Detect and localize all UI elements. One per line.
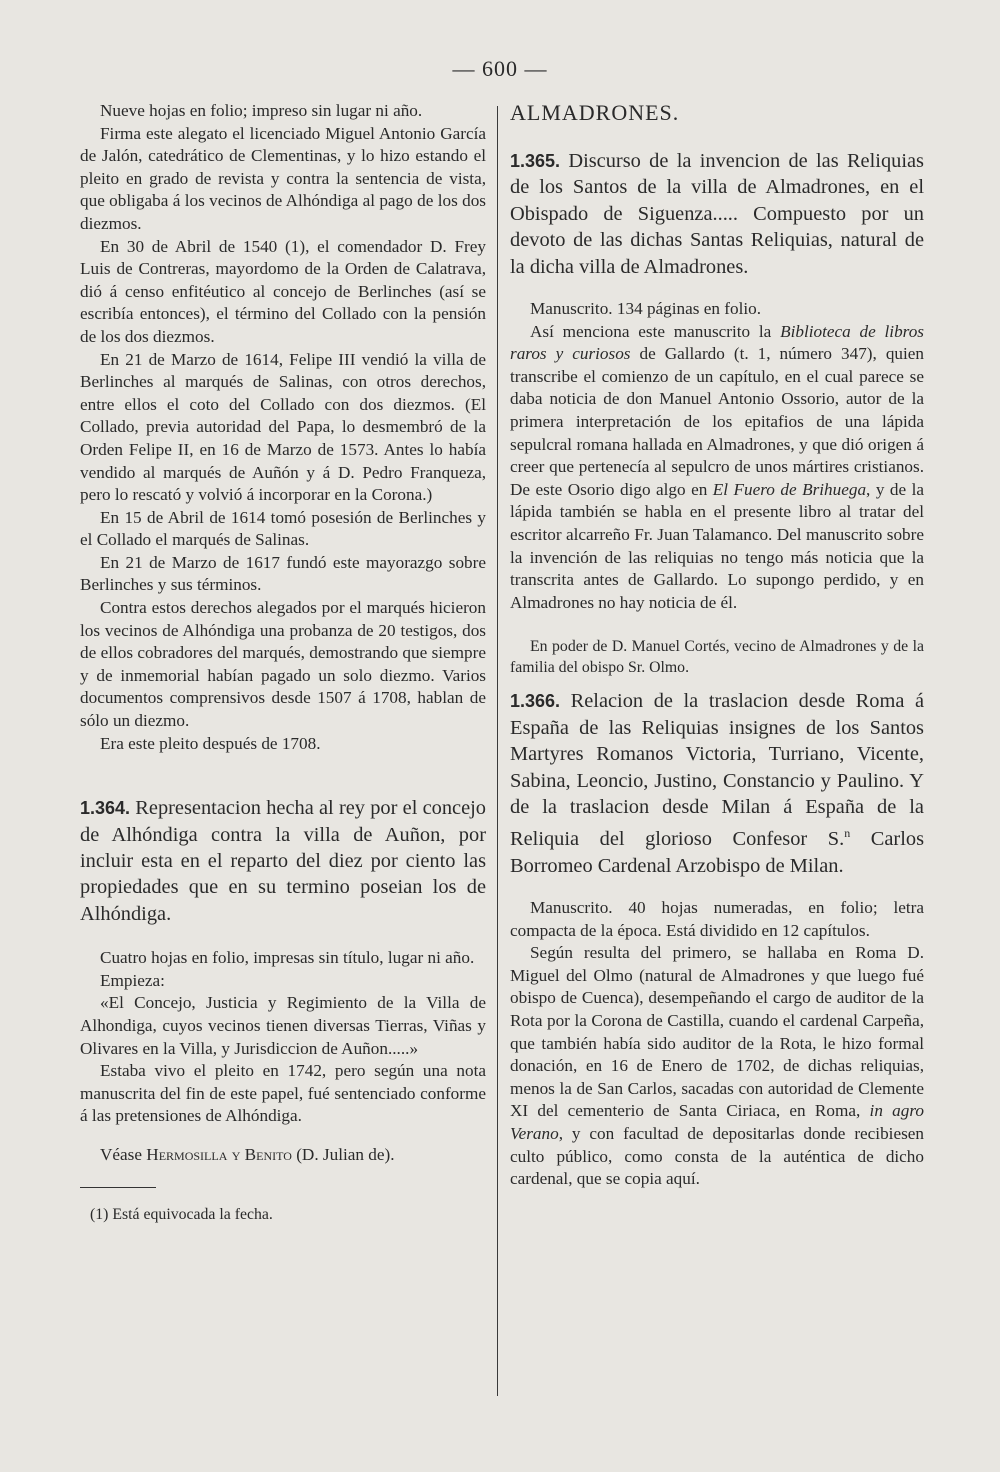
latin-phrase: in agro Verano bbox=[510, 1101, 925, 1143]
paragraph: Contra estos derechos alegados por el marqués hicieron los vecinos de Alhóndiga una probanza de 20 testigos, dos de ellos cobradores del marqués, demostrando que siempre y de inmemorial habían pagado un solo diezmo. Varios documentos comprensivos desde 1507 á 1708, hablan de sólo un diezmo. bbox=[80, 598, 486, 731]
right-column bbox=[510, 100, 924, 1191]
footnote-rule bbox=[80, 1187, 156, 1188]
quotation: «El Concejo, Justicia y Regimiento de la Villa de Alhondiga, cuyos vecinos tienen diversas Tierras, Viñas y Olivares en la Villa, y Jurisdiccion de Auñon.....» bbox=[80, 993, 486, 1058]
paragraph bbox=[510, 321, 924, 615]
entry-title: Discurso de la invencion de las Reliquias de los Santos de la villa de Almadrones, en el Obispado de Siguenza..... Compuesto por un devoto de las dichas Santas Reliquias, natural de la dicha villa de Almadrones. bbox=[510, 150, 924, 278]
superscript: n bbox=[844, 826, 851, 841]
paragraph: Cuatro hojas en folio, impresas sin título, lugar ni año. bbox=[100, 948, 475, 968]
see-label: Véase bbox=[100, 1145, 142, 1164]
entry-1364-description bbox=[80, 947, 486, 1166]
entry-1364 bbox=[80, 795, 486, 927]
footnote: (1) Está equivocada la fecha. bbox=[90, 1205, 273, 1223]
book-title: El Fuero de Brihuega bbox=[712, 479, 867, 499]
entry-1365-description bbox=[510, 298, 924, 678]
section-heading: ALMADRONES. bbox=[510, 100, 680, 125]
entry-title-end: Carlos Borromeo Cardenal Arzobispo de Milan. bbox=[510, 828, 924, 877]
conjunction: y bbox=[231, 1145, 241, 1164]
location-note: En poder de D. Manuel Cortés, vecino de Almadrones y de la familia del obispo Sr. Olmo. bbox=[510, 638, 924, 677]
author-given-name: (D. Julian de). bbox=[296, 1145, 395, 1164]
paragraph: En 15 de Abril de 1614 tomó posesión de Berlinches y el Collado el marqués de Salinas. bbox=[80, 507, 486, 550]
paragraph: Era este pleito después de 1708. bbox=[100, 733, 321, 753]
see-also bbox=[80, 1144, 486, 1167]
paragraph: Firma este alegato el licenciado Miguel Antonio García de Jalón, catedrático de Clementinas, y lo hizo estando el pleito en grado de revista y contra la sentencia de vista, que obligaba á los vecinos de Alhóndiga al pago de los dos diezmos. bbox=[80, 123, 486, 233]
text-run: de Gallardo (t. 1, número 347), quien transcribe el comienzo de un capítulo, en el cual parece se daba noticia de don Manuel Antonio Ossorio, autor de la primera interpretación de los epitafios de una lápida sepulcral romana hallada en Almadrones, y que dió origen á creer que pertenecía al sepulcro de unos mártires cristianos. De este Osorio digo algo en bbox=[510, 344, 925, 499]
entry-title: Relacion de la traslacion desde Roma á España de las Reliquias insignes de los Santos Martyres Romanos Victoria, Turriano, Vicente, Sabina, Leoncio, Justino, Constancio y Paulino. Y de la traslacion desde Milan á España de la Reliquia del glorioso Confesor S. bbox=[510, 690, 924, 851]
paragraph: Nueve hojas en folio; impreso sin lugar ni año. bbox=[100, 101, 423, 120]
paragraph bbox=[510, 942, 924, 1191]
entry-number: 1.365. bbox=[510, 151, 561, 171]
paragraph: Empieza: bbox=[100, 970, 165, 990]
paragraph: Manuscrito. 40 hojas numeradas, en folio; letra compacta de la época. Está dividido en 12 capítulos. bbox=[510, 897, 924, 940]
paragraph: En 21 de Marzo de 1617 fundó este mayorazgo sobre Berlinches y sus términos. bbox=[80, 552, 486, 595]
text-run: , y con facultad de depositarlas donde recibiesen culto público, como consta de la auténtica de dicho cardenal, que se copia aquí. bbox=[510, 1123, 924, 1189]
paragraph: En 30 de Abril de 1540 (1), el comendador D. Frey Luis de Contreras, mayordomo de la Orden de Calatrava, dió á censo enfitéutico al concejo de Berlinches (así se escribía entonces), el término del Collado con la pensión de los dos diezmos. bbox=[80, 236, 486, 346]
paragraph: Manuscrito. 134 páginas en folio. bbox=[530, 299, 762, 319]
text-run: Así menciona este manuscrito la bbox=[530, 321, 772, 341]
author-name: Benito bbox=[244, 1145, 292, 1164]
entry-1366 bbox=[510, 688, 924, 879]
entry-number: 1.366. bbox=[510, 691, 561, 712]
column-divider bbox=[497, 106, 498, 1396]
entry-1365 bbox=[510, 148, 924, 280]
paragraph: Estaba vivo el pleito en 1742, pero según una nota manuscrita del fin de este papel, fué sentenciado conforme á las pretensiones de Alhóndiga. bbox=[80, 1061, 486, 1126]
left-column bbox=[80, 100, 486, 1225]
text-run: Según resulta del primero, se hallaba en Roma D. Miguel del Olmo (natural de Almadrones y que luego fué obispo de Cuenca), desempeñando el cargo de auditor de la Rota por la Corona de Castilla, cuando el cardenal Carpeña, que también había sido auditor de la Rota, le hizo formal donación, en 16 de Enero de 1702, de dichas reliquias, menos la de San Carlos, sacadas con autoridad de Clemente XI del cementerio de Santa Ciriaca, en Roma, bbox=[510, 943, 924, 1121]
book-title: Biblioteca de libros raros y curiosos bbox=[510, 321, 924, 364]
entry-1366-description bbox=[510, 897, 924, 1191]
author-name: Hermosilla bbox=[146, 1145, 228, 1164]
entry-title: Representacion hecha al rey por el concejo de Alhóndiga contra la villa de Auñon, por incluir esta en el reparto del diez por ciento las propiedades que en su termino poseian los de Alhóndiga. bbox=[80, 797, 486, 925]
entry-number: 1.364. bbox=[80, 798, 131, 819]
left-continuation-text bbox=[80, 100, 486, 755]
page-number: — 600 — bbox=[452, 56, 548, 81]
paragraph: En 21 de Marzo de 1614, Felipe III vendió la villa de Berlinches al marqués de Salinas, con otros derechos, entre ellos el coto del Collado con dos diezmos. (El Collado, previa autoridad del Papa, lo desmembró de la Orden Felipe II, en 16 de Marzo de 1573. Antes lo había vendido al marqués de Auñón y á D. Pedro Franqueza, pero lo rescató y volvió á incorporar en la Corona.) bbox=[80, 349, 486, 505]
text-run: , y de la lápida también se habla en el presente libro al tratar del escritor alcarreño Fr. Juan Talamanco. Del manuscrito sobre la invención de las reliquias no tengo más noticia que la transcrita antes de Gallardo. Lo supongo perdido, y en Almadrones no hay noticia de él. bbox=[510, 479, 924, 612]
